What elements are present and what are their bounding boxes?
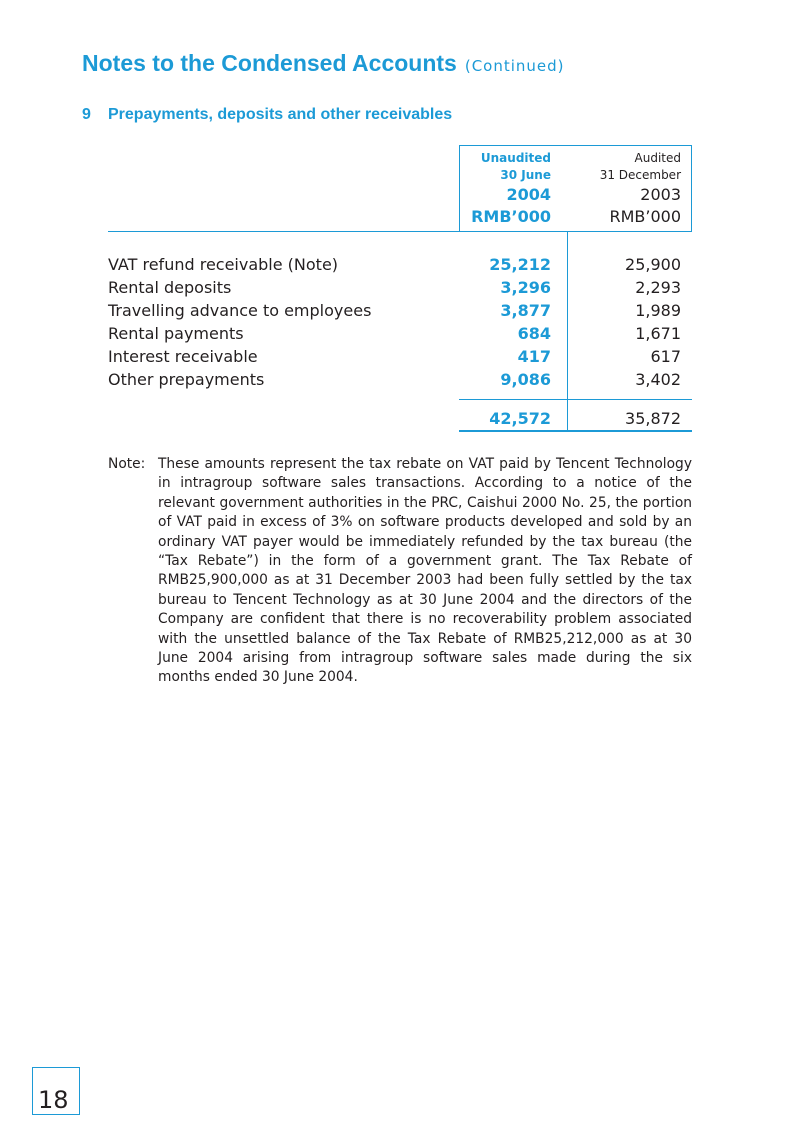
table-row [108,324,692,347]
note-text: These amounts represent the tax rebate on VAT paid by Tencent Technology in intragroup software sales transactions. According to a notice of the relevant government authorities in the PRC, Caishui 2000 No. 25, the portion of VAT paid in excess of 3% on software products developed and sold by an ordinary VAT payer would be immediately refunded by the tax bureau (the “Tax Rebate”) in the form of a government grant. The Tax Rebate of RMB25,900,000 as at 31 December 2003 had been fully settled by the tax bureau to Tencent Technology as at 30 June 2004 and the directors of the Company are confident that there is no recoverability problem associated with the unsettled balance of the Tax Rebate of RMB25,212,000 as at 30 June 2004 arising from intragroup software sales made during the six months ended 30 June 2004. [158,456,692,686]
table-row [108,278,692,301]
note-label: Note: [108,456,146,472]
table-row [108,255,692,278]
row-value-2003: 617 [650,347,681,366]
row-value-2003: 1,671 [635,324,681,343]
row-value-2004: 3,877 [500,301,551,320]
row-value-2004: 25,212 [489,255,551,274]
page-title-text: Notes to the Condensed Accounts [82,50,457,76]
row-value-2003: 3,402 [635,370,681,389]
row-label: Travelling advance to employees [108,301,372,320]
subtotal-line [459,399,692,400]
row-value-2004: 684 [517,324,551,343]
col1-status: Unaudited [480,151,551,165]
page-number: 18 [38,1086,69,1114]
col1-year: 2004 [506,185,551,204]
table-row [108,347,692,370]
row-label: Rental payments [108,324,244,343]
row-label: Interest receivable [108,347,258,366]
header-divider [108,231,692,232]
row-value-2003: 2,293 [635,278,681,297]
total-2004: 42,572 [489,409,551,428]
continued-label: (Continued) [464,57,565,75]
row-value-2004: 3,296 [500,278,551,297]
row-value-2004: 9,086 [500,370,551,389]
col2-date: 31 December [599,168,681,182]
section-heading [82,106,452,124]
page-title [82,50,565,77]
section-number: 9 [82,106,91,123]
row-label: VAT refund receivable (Note) [108,255,339,274]
row-value-2003: 1,989 [635,301,681,320]
row-label: Other prepayments [108,370,265,389]
footnote [108,455,692,688]
section-title: Prepayments, deposits and other receivables [108,106,453,123]
col2-year: 2003 [640,185,681,204]
col1-unit: RMB’000 [471,207,551,226]
col2-status: Audited [634,151,681,165]
table-row [108,370,692,393]
col2-unit: RMB’000 [609,207,681,226]
table-total-row [459,409,692,432]
page-number-box [32,1067,80,1115]
row-label: Rental deposits [108,278,232,297]
table-row [108,301,692,324]
row-value-2004: 417 [517,347,551,366]
total-2003: 35,872 [625,409,681,428]
row-value-2003: 25,900 [625,255,681,274]
col1-date: 30 June [500,168,551,182]
